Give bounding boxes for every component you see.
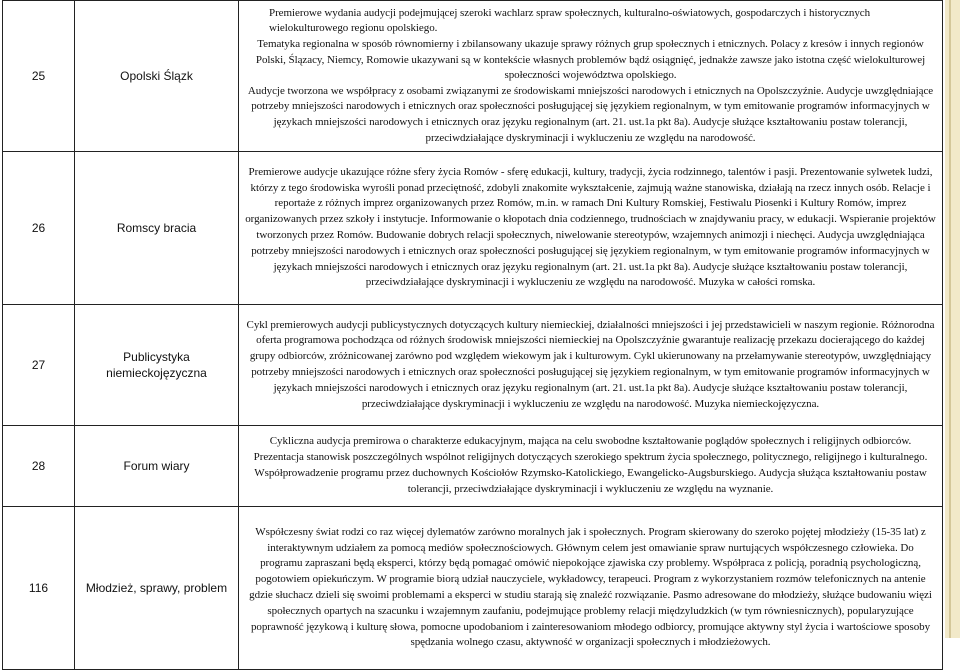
description-part-a: Premierowe wydania audycji podejmującej szeroki wachlarz spraw społecznych, kulturalno-oświatowych, gospodarczych i historycznych wielokulturowego regionu opolskiego.	[269, 6, 871, 35]
table-row	[3, 1, 943, 152]
program-number: 116	[3, 507, 75, 670]
description-part-c: Audycje tworzona we współpracy z osobami związanymi ze środowiskami mniejszości narodowych i etnicznych na Opolszczyźnie. Audycje uwzględniające potrzeby mniejszości narodowych i etnicznych oraz społeczności posługującej się językiem regionalnym, w tym emitowanie programów informacyjnych w językach mniejszości narodowych i etnicznych oraz języku regionalnym (art. 21. ust.1a pkt 8a). Audycje służące kształtowaniu postaw tolerancji, przeciwdziałające dyskryminacji i wykluczeniu ze względu na narodowość.	[247, 84, 934, 144]
description-part-b: Tematyka regionalna w sposób równomierny i zbilansowany ukazuje sprawy różnych grup społecznych i etnicznych. Polacy z kresów i innych regionów Polski, Ślązacy, Niemcy, Romowie ukazywani są w kontekście własnych problemów bądź osiągnięć, jednakże zawsze jako istotna część wielokulturowej społeczności województwa opolskiego.	[255, 38, 926, 82]
document-page	[2, 0, 943, 649]
program-description: Premierowe audycje ukazujące różne sfery życia Romów - sferę edukacji, kultury, tradycji, życia rodzinnego, talentów i pasji. Prezentowanie sylwetek ludzi, którzy z tego środowiska wyrośli ponad przeciętność, zdobyli znakomite wykształcenie, zajmują ważne stanowiska, działają na rzecz innych osób. Relacje i reportaże z różnych imprez organizowanych przez Romów, m.in. w ramach Dni Kultury Romskiej, Festiwalu Piosenki i Kultury Romów, imprez organizowanych przez szkoły i instytucje. Informowanie o kłopotach dnia codziennego, trudnościach w znajdywaniu pracy, w edukacji. Wspieranie projektów tworzonych przez Romów. Budowanie dobrych relacji społecznych, niwelowanie stereotypów, wzajemnych animozji i niechęci. Audycja uwzględniająca potrzeby mniejszości narodowych i etnicznych oraz społeczności posługującej się językiem regionalnym, w tym emitowanie programów informacyjnych w językach mniejszości narodowych i etnicznych oraz języku regionalnym (art. 21. ust.1a pkt 8a). Audycje służące kształtowaniu postaw tolerancji, przeciwdziałające dyskryminacji i wykluczeniu ze względu na narodowość. Muzyka w całości romska.	[239, 152, 943, 305]
program-number: 25	[3, 1, 75, 152]
program-name: Forum wiary	[75, 426, 239, 507]
program-description	[239, 1, 943, 152]
page-edge-strip	[945, 0, 960, 638]
table-row	[3, 426, 943, 507]
page-edge-line	[949, 0, 951, 638]
program-name: Młodzież, sprawy, problem	[75, 507, 239, 670]
program-description: Cykl premierowych audycji publicystycznych dotyczących kultury niemieckiej, działalności mniejszości i jej przedstawicieli w naszym regionie. Różnorodna oferta programowa pochodząca od różnych środowisk mniejszości niemieckiej na Opolszczyźnie gwarantuje realizację przekazu docierającego do każdej grupy odbiorców, zróżnicowanej zarówno pod względem wiekowym jak i kulturowym. Cykl ukierunowany na przełamywanie stereotypów, uwzględniający potrzeby mniejszości narodowych i etnicznych oraz społeczności posługującej się językiem regionalnym, w tym emitowanie programów informacyjnych w językach mniejszości narodowych i etnicznych oraz języku regionalnym (art. 21. ust.1a pkt 8a). Audycje służące kształtowaniu postaw tolerancji, przeciwdziałające dyskryminacji i wykluczeniu ze względu na narodowość. Muzyka niemieckojęzyczna.	[239, 305, 943, 426]
table-row	[3, 305, 943, 426]
program-table	[2, 0, 943, 670]
program-number: 27	[3, 305, 75, 426]
program-name: Opolski Ślązk	[75, 1, 239, 152]
table-row	[3, 152, 943, 305]
program-description: Cykliczna audycja premirowa o charakterze edukacyjnym, mająca na celu swobodne kształtowanie poglądów społecznych i religijnych odbiorców. Prezentacja stanowisk poszczególnych wspólnot religijnych dotyczących szerokiego spektrum życia społecznego, politycznego, religijnego i kulturalnego. Współprowadzenie programu przez duchownych Kościołów Rzymsko-Katolickiego, Ewangelicko-Augsburskiego. Audycja służąca kształtowaniu postaw tolerancji, przeciwdziałające dyskryminacji i wykluczeniu ze względu na wyznanie.	[239, 426, 943, 507]
program-number: 26	[3, 152, 75, 305]
program-name: Romscy bracia	[75, 152, 239, 305]
table-row	[3, 507, 943, 670]
program-description: Współczesny świat rodzi co raz więcej dylematów zarówno moralnych jak i społecznych. Program skierowany do szeroko pojętej młodzieży (15-35 lat) z interaktywnym udziałem za pomocą mediów społecznościowych. Głównym celem jest omawianie spraw nurtujących współczesnego człowieka. Do programu zapraszani będą eksperci, którzy będą pomagać omówić niepokojące zjawiska czy problemy. Współpraca z policją, poradnią psychologiczną, pogotowiem opiekuńczym. W programie biorą udział nauczyciele, wykładowcy, terapeuci. Program z wykorzystaniem rozmów telefonicznych na antenie gdzie słuchacz dzieli się swoimi problemami a eksperci w studiu starają się znaleźć rozwiązanie. Pasmo adresowane do młodzieży, służące budowaniu więzi społecznych opartych na szacunku i wzajemnym zaufaniu, podejmujące problemy relacji międzyludzkich (w tym równiesnicznych), popularyzujące poprawność językową i kulturę słowa, pomocne upodobaniom i zainteresowaniom młodego odbiorcy, promujące aktywny styl życia i wartościowe sposoby spędzania wolnego czasu, aktywność w organizacji społecznych i młodzieżowych.	[239, 507, 943, 670]
program-number: 28	[3, 426, 75, 507]
program-name: Publicystyka niemieckojęzyczna	[75, 305, 239, 426]
